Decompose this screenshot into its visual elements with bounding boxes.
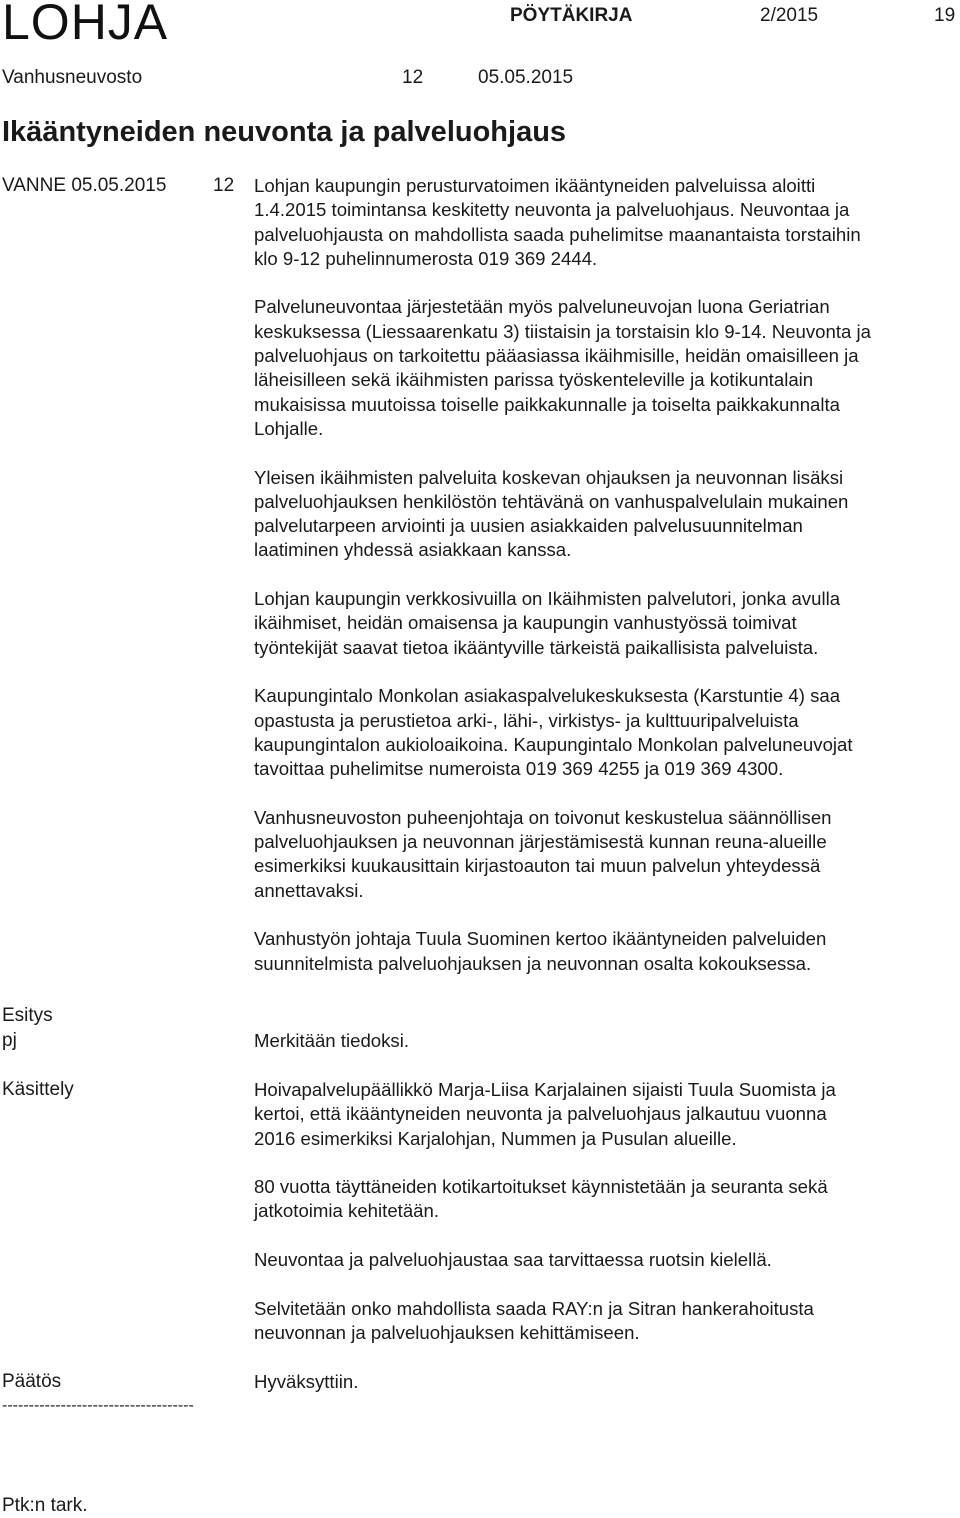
reference-line [2,174,235,198]
paragraph: Palveluneuvontaa järjestetään myös palveluneuvojan luona Geriatrian keskuksessa (Liessaarenkatu 3) tiistaisin ja torstaisin klo 9-14. Neuvonta ja palveluohjaus on tarkoitettu pääasiassa ikäihmisille, heidän omaisilleen ja läheisilleen sekä ikäihmisten parissa työskenteleville ja kotikuntalain mukaisissa muutoissa toiselle paikkakunnalle ja toiselta paikkakunnalta Lohjalle. [254,296,871,439]
page-title: Ikääntyneiden neuvonta ja palveluohjaus [2,116,567,148]
body-text [254,174,954,1000]
paragraph: Vanhustyön johtaja Tuula Suominen kertoo ikääntyneiden palveluiden suunnitelmista palveluohjauksen ja neuvonnan osalta kokouksessa. [254,928,827,974]
reference-code: VANNE 05.05.2015 [2,175,167,196]
paragraph: Yleisen ikäihmisten palveluita koskevan ohjauksen ja neuvonnan lisäksi palveluohjauksen henkilöstön tehtävänä on vanhuspalvelulain mukainen palvelutarpeen arviointi ja uusien asiakkaiden palvelusuunnitelman laatiminen yhdessä asiakkaan kanssa. [254,466,849,561]
reference-number: 12 [213,175,235,196]
kasittely-text-block [254,1078,954,1370]
section-divider: ------------------------------------ [2,1397,194,1414]
page-number: 19 [934,5,956,26]
kasittely-paragraph: Selvitetään onko mahdollista saada RAY:n ja Sitran hankerahoitusta neuvonnan ja palveluohjauksen kehittämiseen. [254,1297,814,1343]
paragraph: Vanhusneuvoston puheenjohtaja on toivonut keskustelua säännöllisen palveluohjauksen ja neuvonnan järjestämisestä kunnan reuna-alueille esimerkiksi kuukausittain kirjastoauton tai muun palvelun yhteydessä annettavaksi. [254,806,832,901]
esitys-sublabel: pj [2,1030,17,1051]
section-number: 12 [402,67,424,88]
paatos-text: Hyväksyttiin. [254,1371,359,1392]
paragraph: Kaupungintalo Monkolan asiakaspalvelukeskuksesta (Karstuntie 4) saa opastusta ja perustietoa arki-, lähi-, virkistys- ja kulttuuripalveluista kaupungintalon aukioloaikoina. Kaupungintalo Monkolan palveluneuvojat tavoittaa puhelimitse numeroista 019 369 4255 ja 019 369 4300. [254,685,853,780]
paatos-label: Päätös [2,1371,62,1392]
meeting-body: Vanhusneuvosto [2,67,143,88]
meeting-date: 05.05.2015 [478,67,574,88]
esitys-label: Esitys [2,1005,53,1026]
kasittely-label: Käsittely [2,1079,74,1100]
document-issue: 2/2015 [760,5,819,26]
kasittely-paragraph: 80 vuotta täyttäneiden kotikartoitukset käynnistetään ja seuranta sekä jatkotoimia kehitetään. [254,1176,828,1222]
minutes-checker-label: Ptk:n tark. [2,1495,88,1516]
city-logo: LOHJA [2,0,169,50]
paragraph: Lohjan kaupungin perusturvatoimen ikääntyneiden palveluissa aloitti 1.4.2015 toimintansa keskitetty neuvonta ja palveluohjaus. Neuvontaa ja palveluohjausta on mahdollista saada puhelimitse maanantaista torstaihin klo 9-12 puhelinnumerosta 019 369 2444. [254,175,861,269]
paragraph: Lohjan kaupungin verkkosivuilla on Ikäihmisten palvelutori, jonka avulla ikäihmiset, heidän omaisensa ja kaupungin vanhustyössä toimivat työntekijät saavat tietoa ikääntyville tärkeistä paikallisista palveluista. [254,588,841,658]
esitys-text-block [254,1029,954,1078]
paatos-text-block [254,1370,954,1419]
kasittely-paragraph: Hoivapalvelupäällikkö Marja-Liisa Karjalainen sijaisti Tuula Suomista ja kertoi, että ikääntyneiden neuvonta ja palveluohjaus jalkautuu vuonna 2016 esimerkiksi Karjalohjan, Nummen ja Pusulan alueille. [254,1079,836,1149]
document-type: PÖYTÄKIRJA [510,5,633,26]
esitys-text: Merkitään tiedoksi. [254,1030,410,1051]
kasittely-paragraph: Neuvontaa ja palveluohjaustaa saa tarvittaessa ruotsin kielellä. [254,1249,772,1271]
